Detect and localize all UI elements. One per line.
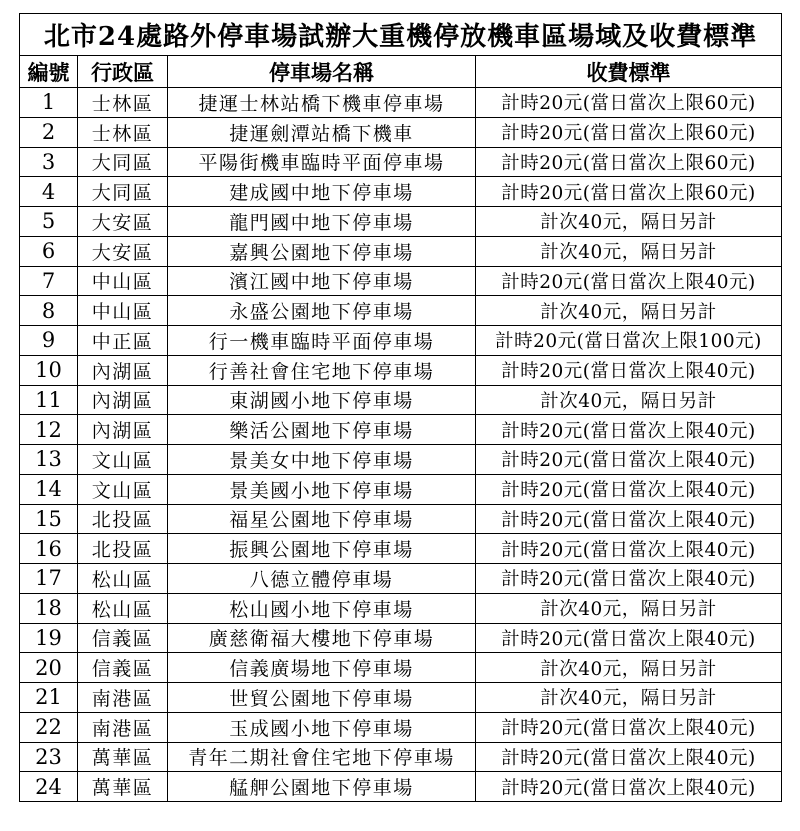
cell-district: 文山區 xyxy=(78,474,168,504)
cell-number: 19 xyxy=(20,623,78,653)
cell-parking-name: 世貿公園地下停車場 xyxy=(168,683,476,713)
header-row xyxy=(20,56,782,88)
table-row xyxy=(20,683,782,713)
cell-parking-name: 信義廣場地下停車場 xyxy=(168,653,476,683)
cell-fee: 計時20元(當日當次上限60元) xyxy=(476,117,782,147)
cell-fee: 計時20元(當日當次上限40元) xyxy=(476,623,782,653)
cell-parking-name: 永盛公園地下停車場 xyxy=(168,296,476,326)
table-row xyxy=(20,117,782,147)
cell-number: 5 xyxy=(20,207,78,237)
table-row xyxy=(20,742,782,772)
cell-parking-name: 嘉興公園地下停車場 xyxy=(168,236,476,266)
table-row xyxy=(20,266,782,296)
cell-number: 10 xyxy=(20,355,78,385)
cell-fee: 計時20元(當日當次上限40元) xyxy=(476,712,782,742)
table-row xyxy=(20,474,782,504)
cell-parking-name: 建成國中地下停車場 xyxy=(168,177,476,207)
cell-number: 4 xyxy=(20,177,78,207)
cell-district: 士林區 xyxy=(78,88,168,118)
table-row xyxy=(20,88,782,118)
cell-parking-name: 行善社會住宅地下停車場 xyxy=(168,355,476,385)
table-title: 北市24處路外停車場試辦大重機停放機車區場域及收費標準 xyxy=(20,14,782,56)
cell-district: 內湖區 xyxy=(78,355,168,385)
cell-number: 12 xyxy=(20,415,78,445)
cell-number: 1 xyxy=(20,88,78,118)
cell-fee: 計時20元(當日當次上限60元) xyxy=(476,147,782,177)
table-row xyxy=(20,355,782,385)
cell-parking-name: 景美國小地下停車場 xyxy=(168,474,476,504)
cell-district: 中山區 xyxy=(78,266,168,296)
cell-parking-name: 捷運士林站橋下機車停車場 xyxy=(168,88,476,118)
cell-district: 信義區 xyxy=(78,653,168,683)
cell-parking-name: 捷運劍潭站橋下機車 xyxy=(168,117,476,147)
cell-district: 大安區 xyxy=(78,207,168,237)
cell-parking-name: 八德立體停車場 xyxy=(168,564,476,594)
header-district: 行政區 xyxy=(78,56,168,88)
cell-fee: 計時20元(當日當次上限60元) xyxy=(476,88,782,118)
cell-number: 13 xyxy=(20,445,78,475)
cell-parking-name: 龍門國中地下停車場 xyxy=(168,207,476,237)
cell-parking-name: 廣慈衛福大樓地下停車場 xyxy=(168,623,476,653)
cell-number: 21 xyxy=(20,683,78,713)
cell-number: 23 xyxy=(20,742,78,772)
cell-district: 內湖區 xyxy=(78,385,168,415)
table-row xyxy=(20,623,782,653)
table-row xyxy=(20,564,782,594)
cell-district: 萬華區 xyxy=(78,772,168,802)
table-row xyxy=(20,772,782,802)
cell-parking-name: 平陽街機車臨時平面停車場 xyxy=(168,147,476,177)
cell-number: 24 xyxy=(20,772,78,802)
cell-number: 6 xyxy=(20,236,78,266)
cell-district: 北投區 xyxy=(78,504,168,534)
header-number: 編號 xyxy=(20,56,78,88)
cell-fee: 計時20元(當日當次上限40元) xyxy=(476,742,782,772)
cell-parking-name: 行一機車臨時平面停車場 xyxy=(168,326,476,356)
cell-district: 大安區 xyxy=(78,236,168,266)
cell-parking-name: 福星公園地下停車場 xyxy=(168,504,476,534)
cell-parking-name: 青年二期社會住宅地下停車場 xyxy=(168,742,476,772)
cell-district: 文山區 xyxy=(78,445,168,475)
cell-fee: 計時20元(當日當次上限40元) xyxy=(476,415,782,445)
table-row xyxy=(20,653,782,683)
table-row xyxy=(20,326,782,356)
cell-district: 北投區 xyxy=(78,534,168,564)
cell-parking-name: 玉成國小地下停車場 xyxy=(168,712,476,742)
table-row xyxy=(20,534,782,564)
cell-number: 16 xyxy=(20,534,78,564)
cell-fee: 計次40元，隔日另計 xyxy=(476,385,782,415)
cell-district: 信義區 xyxy=(78,623,168,653)
cell-district: 松山區 xyxy=(78,564,168,594)
cell-number: 20 xyxy=(20,653,78,683)
cell-fee: 計時20元(當日當次上限40元) xyxy=(476,504,782,534)
table-row xyxy=(20,296,782,326)
cell-fee: 計時20元(當日當次上限40元) xyxy=(476,445,782,475)
table-row xyxy=(20,593,782,623)
cell-parking-name: 景美女中地下停車場 xyxy=(168,445,476,475)
table-row xyxy=(20,712,782,742)
cell-number: 8 xyxy=(20,296,78,326)
cell-district: 大同區 xyxy=(78,147,168,177)
cell-fee: 計次40元，隔日另計 xyxy=(476,683,782,713)
cell-parking-name: 東湖國小地下停車場 xyxy=(168,385,476,415)
cell-number: 3 xyxy=(20,147,78,177)
cell-fee: 計時20元(當日當次上限40元) xyxy=(476,355,782,385)
cell-district: 士林區 xyxy=(78,117,168,147)
table-row xyxy=(20,147,782,177)
cell-number: 14 xyxy=(20,474,78,504)
table-row xyxy=(20,445,782,475)
cell-fee: 計次40元，隔日另計 xyxy=(476,296,782,326)
table-body xyxy=(20,88,782,802)
cell-parking-name: 樂活公園地下停車場 xyxy=(168,415,476,445)
parking-fee-table xyxy=(19,13,782,802)
cell-number: 2 xyxy=(20,117,78,147)
cell-district: 內湖區 xyxy=(78,415,168,445)
cell-parking-name: 松山國小地下停車場 xyxy=(168,593,476,623)
cell-fee: 計時20元(當日當次上限40元) xyxy=(476,474,782,504)
cell-number: 18 xyxy=(20,593,78,623)
cell-fee: 計時20元(當日當次上限100元) xyxy=(476,326,782,356)
cell-number: 17 xyxy=(20,564,78,594)
cell-parking-name: 濱江國中地下停車場 xyxy=(168,266,476,296)
table-row xyxy=(20,177,782,207)
table-row xyxy=(20,236,782,266)
cell-number: 22 xyxy=(20,712,78,742)
cell-number: 11 xyxy=(20,385,78,415)
cell-fee: 計次40元，隔日另計 xyxy=(476,207,782,237)
cell-district: 松山區 xyxy=(78,593,168,623)
cell-district: 大同區 xyxy=(78,177,168,207)
cell-district: 南港區 xyxy=(78,683,168,713)
cell-district: 中山區 xyxy=(78,296,168,326)
cell-fee: 計次40元，隔日另計 xyxy=(476,653,782,683)
cell-number: 7 xyxy=(20,266,78,296)
cell-fee: 計時20元(當日當次上限40元) xyxy=(476,564,782,594)
cell-number: 15 xyxy=(20,504,78,534)
cell-parking-name: 艋舺公園地下停車場 xyxy=(168,772,476,802)
cell-fee: 計時20元(當日當次上限60元) xyxy=(476,177,782,207)
cell-parking-name: 振興公園地下停車場 xyxy=(168,534,476,564)
cell-district: 萬華區 xyxy=(78,742,168,772)
cell-district: 中正區 xyxy=(78,326,168,356)
table-row xyxy=(20,415,782,445)
cell-fee: 計次40元，隔日另計 xyxy=(476,593,782,623)
table-row xyxy=(20,504,782,534)
table-row xyxy=(20,207,782,237)
cell-fee: 計時20元(當日當次上限40元) xyxy=(476,266,782,296)
parking-fee-table-container xyxy=(19,13,781,802)
table-row xyxy=(20,385,782,415)
cell-number: 9 xyxy=(20,326,78,356)
header-fee: 收費標準 xyxy=(476,56,782,88)
cell-fee: 計時20元(當日當次上限40元) xyxy=(476,534,782,564)
cell-fee: 計次40元，隔日另計 xyxy=(476,236,782,266)
header-parking-name: 停車場名稱 xyxy=(168,56,476,88)
cell-district: 南港區 xyxy=(78,712,168,742)
cell-fee: 計時20元(當日當次上限40元) xyxy=(476,772,782,802)
